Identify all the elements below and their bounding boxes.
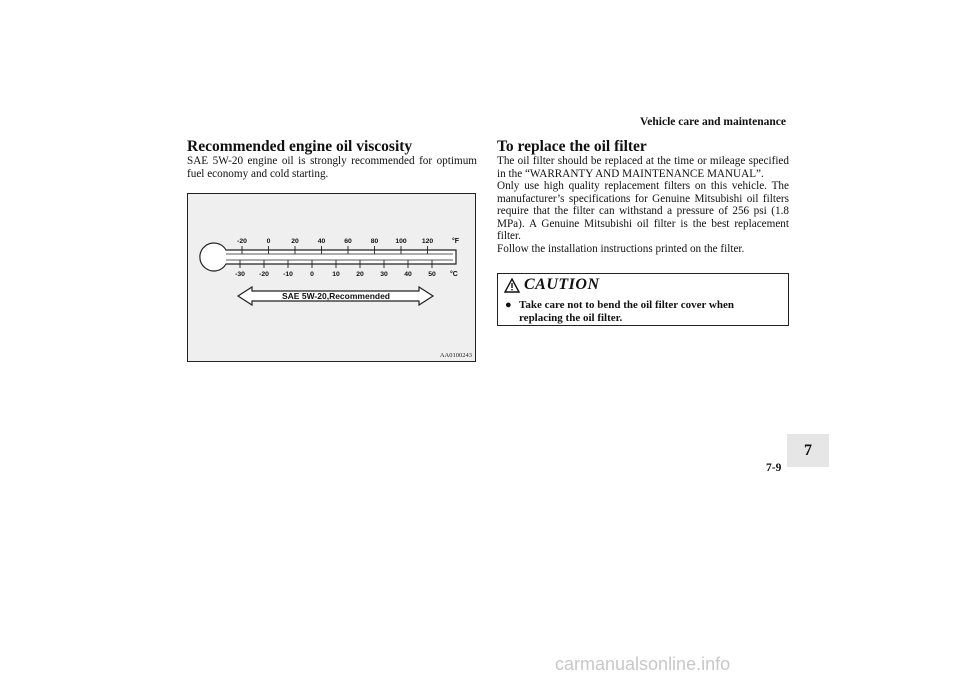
viscosity-figure [187, 193, 476, 362]
caution-text-line-2: replacing the oil filter. [519, 312, 623, 324]
celsius-unit-label: °C [450, 271, 458, 278]
caution-title: CAUTION [524, 276, 600, 293]
fahrenheit-tick-label: 0 [266, 238, 271, 245]
figure-code: AA0100243 [439, 352, 472, 359]
thermometer-outline [200, 243, 456, 271]
page-number: 7-9 [766, 462, 782, 474]
chapter-tab: 7 [787, 434, 829, 467]
caution-bullet: ● [505, 299, 512, 311]
recommended-range-label: SAE 5W-20,Recommended [282, 291, 390, 301]
celsius-tick-label: -30 [235, 271, 245, 278]
oil-filter-paragraph-1: The oil filter should be replaced at the time or mileage specified in the “WARRANTY AND MAINTENANCE MANUAL”. [497, 155, 789, 180]
celsius-tick-label: 0 [310, 271, 314, 278]
celsius-tick-label: 10 [332, 271, 340, 278]
celsius-tick-label: -10 [283, 271, 293, 278]
caution-box [497, 273, 789, 326]
fahrenheit-tick-label: 100 [395, 238, 407, 245]
fahrenheit-tick-label: 40 [317, 238, 326, 245]
viscosity-paragraph: SAE 5W-20 engine oil is strongly recommended for optimum fuel economy and cold starting. [187, 155, 477, 180]
fahrenheit-unit-label: °F [452, 238, 460, 245]
fahrenheit-tick-label: 20 [291, 238, 299, 245]
right-column [497, 138, 789, 255]
celsius-tick-label: -20 [259, 271, 269, 278]
section-heading-oil-filter: To replace the oil filter [497, 138, 647, 155]
oil-filter-paragraph-3: Follow the installation instructions printed on the filter. [497, 242, 745, 255]
caution-header [504, 276, 600, 294]
warning-triangle-icon [504, 278, 520, 293]
celsius-tick-label: 50 [428, 271, 436, 278]
oil-filter-paragraph-2: Only use high quality replacement filters on this vehicle. The manufacturer’s specifications for Genuine Mitsubishi oil filters require that the filter can withstand a pressure of 256 psi (1.8 MPa). A Genuine Mitsubishi oil filter is the best replacement filter. [497, 180, 789, 242]
fahrenheit-tick-label: 80 [370, 238, 379, 245]
caution-text [505, 299, 783, 325]
fahrenheit-tick-label: -20 [237, 238, 247, 245]
thermometer-diagram [188, 194, 477, 363]
watermark-text: carmanualsonline.info [555, 654, 731, 674]
left-column [187, 138, 477, 180]
caution-text-line-1: Take care not to bend the oil filter cover when [519, 299, 734, 311]
celsius-tick-label: 20 [356, 271, 364, 278]
celsius-tick-label: 30 [380, 271, 388, 278]
fahrenheit-tick-label: 120 [421, 238, 434, 245]
running-header: Vehicle care and maintenance [640, 116, 786, 128]
section-heading-oil-viscosity: Recommended engine oil viscosity [187, 138, 413, 155]
fahrenheit-tick-label: 60 [344, 238, 352, 245]
celsius-tick-label: 40 [404, 271, 412, 278]
